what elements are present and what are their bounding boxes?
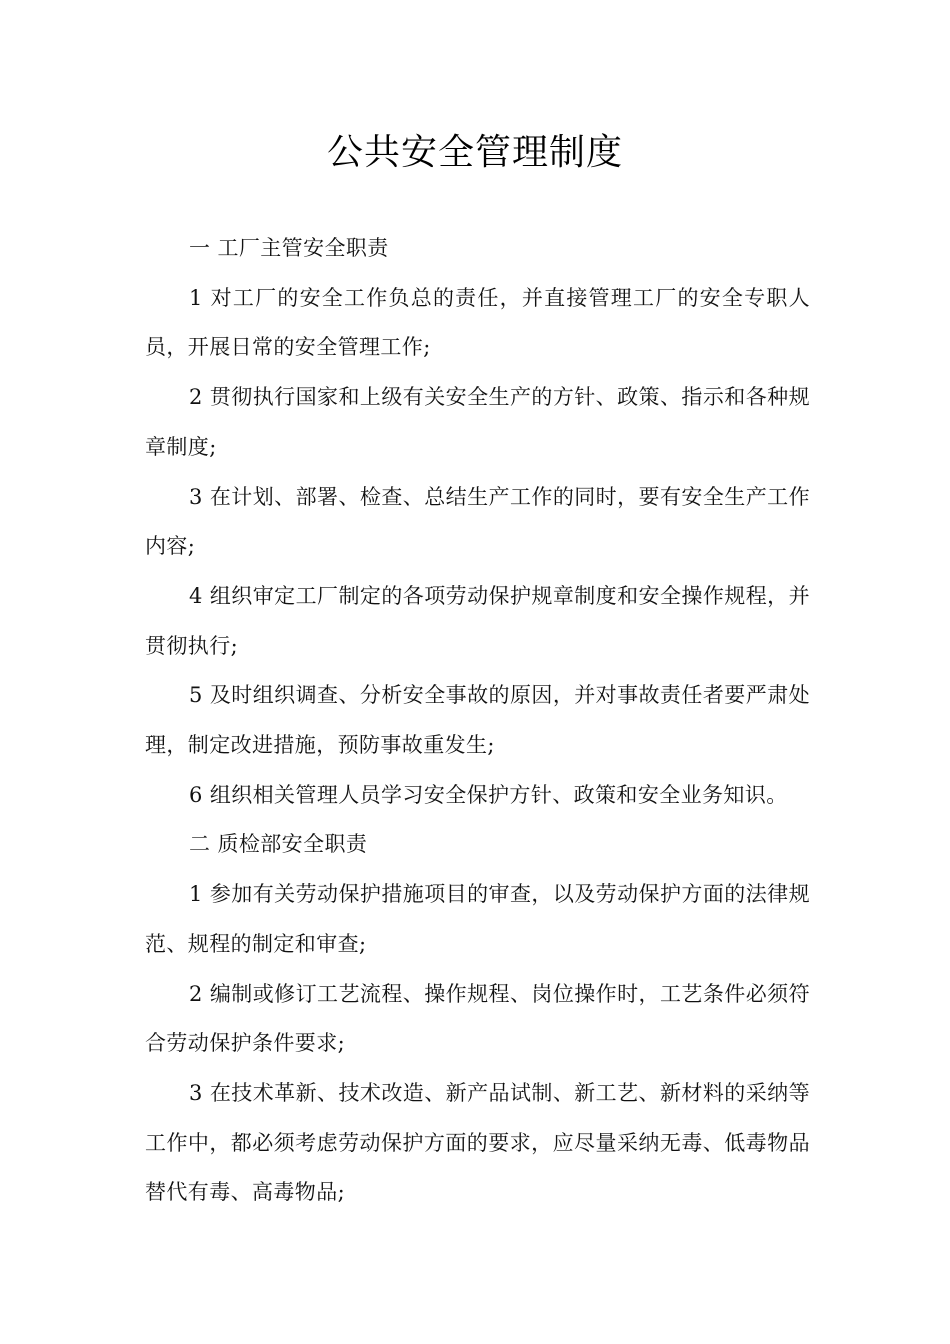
- paragraph-1-2: 2 贯彻执行国家和上级有关安全生产的方针、政策、指示和各种规章制度;: [145, 385, 810, 459]
- paragraph-1-4: 4 组织审定工厂制定的各项劳动保护规章制度和安全操作规程，并贯彻执行;: [145, 583, 810, 658]
- paragraph-1-6: 6 组织相关管理人员学习安全保护方针、政策和安全业务知识。: [189, 782, 788, 807]
- paragraph-1-1: 1 对工厂的安全工作负总的责任，并直接管理工厂的安全专职人员，开展日常的安全管理工作;: [145, 285, 810, 360]
- paragraph-1-3: 3 在计划、部署、检查、总结生产工作的同时，要有安全生产工作内容;: [145, 484, 810, 559]
- document-body: [145, 224, 810, 1218]
- paragraph-2-1: 1 参加有关劳动保护措施项目的审查，以及劳动保护方面的法律规范、规程的制定和审查;: [145, 882, 810, 956]
- document-title: 公共安全管理制度: [326, 132, 623, 173]
- section-heading-1: 一 工厂主管安全职责: [189, 236, 389, 260]
- section-heading-2: 二 质检部安全职责: [189, 832, 368, 857]
- paragraph-2-2: 2 编制或修订工艺流程、操作规程、岗位操作时，工艺条件必须符合劳动保护条件要求;: [145, 981, 810, 1056]
- paragraph-1-5: 5 及时组织调查、分析安全事故的原因，并对事故责任者要严肃处理，制定改进措施，预防事故重发生;: [145, 683, 810, 758]
- paragraph-2-3: 3 在技术革新、技术改造、新产品试制、新工艺、新材料的采纳等工作中，都必须考虑劳动保护方面的要求，应尽量采纳无毒、低毒物品替代有毒、高毒物品;: [145, 1080, 810, 1205]
